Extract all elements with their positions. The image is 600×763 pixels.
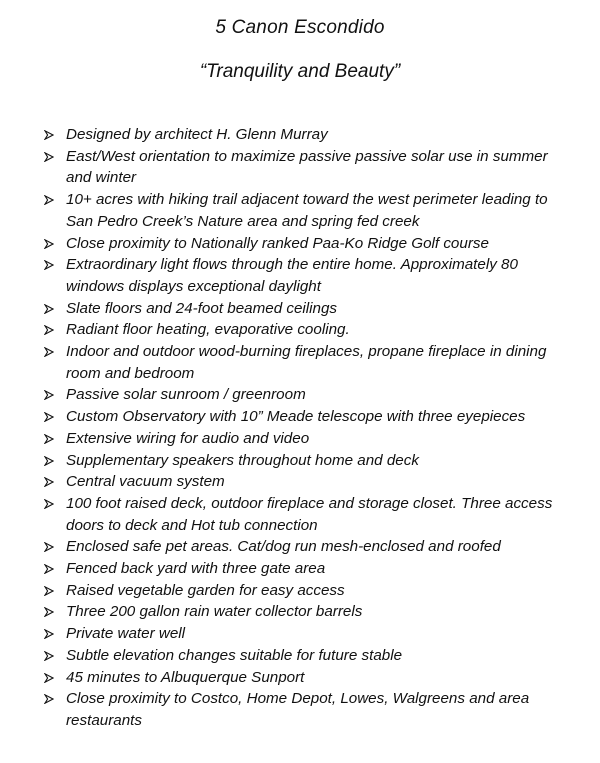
- arrowhead-bullet-icon: [44, 260, 54, 270]
- feature-text: Indoor and outdoor wood-burning fireplaces, propane fireplace in dining room and bedroom: [66, 343, 547, 382]
- arrowhead-bullet-icon: [44, 130, 54, 140]
- feature-text: Enclosed safe pet areas. Cat/dog run mesh-enclosed and roofed: [66, 538, 501, 556]
- arrowhead-bullet-icon: [44, 152, 54, 162]
- arrowhead-bullet-icon: [44, 629, 54, 639]
- arrowhead-bullet-icon: [44, 586, 54, 596]
- feature-text: Designed by architect H. Glenn Murray: [66, 126, 328, 143]
- feature-item: [44, 341, 574, 384]
- arrowhead-bullet-icon: [44, 477, 54, 487]
- feature-text: Subtle elevation changes suitable for future stable: [66, 646, 403, 664]
- arrowhead-bullet-icon: [44, 651, 54, 661]
- feature-text: Extraordinary light flows through the entire home. Approximately 80 windows displays exceptional daylight: [66, 256, 518, 295]
- feature-item: [44, 146, 574, 189]
- feature-text: Close proximity to Nationally ranked Paa-Ko Ridge Golf course: [66, 234, 489, 252]
- arrowhead-bullet-icon: [44, 304, 54, 314]
- feature-item: [44, 124, 574, 146]
- feature-item: [44, 406, 574, 428]
- feature-text: Fenced back yard with three gate area: [66, 560, 326, 578]
- feature-item: [44, 536, 574, 558]
- arrowhead-bullet-icon: [44, 564, 54, 574]
- arrowhead-bullet-icon: [44, 412, 54, 422]
- feature-text: Three 200 gallon rain water collector barrels: [66, 603, 363, 621]
- feature-item: [44, 580, 574, 602]
- feature-item: [44, 298, 574, 320]
- arrowhead-bullet-icon: [44, 239, 54, 249]
- feature-text: Custom Observatory with 10” Meade telescope with three eyepieces: [66, 408, 526, 426]
- feature-item: [44, 319, 574, 341]
- feature-text: Central vacuum system: [66, 473, 225, 491]
- feature-item: [44, 254, 574, 297]
- arrowhead-bullet-icon: [44, 347, 54, 357]
- feature-item: [44, 645, 574, 667]
- feature-item: [44, 384, 574, 406]
- arrowhead-bullet-icon: [44, 499, 54, 509]
- feature-text: Private water well: [66, 625, 186, 643]
- feature-item: [44, 688, 574, 731]
- arrowhead-bullet-icon: [44, 325, 54, 335]
- arrowhead-bullet-icon: [44, 456, 54, 466]
- feature-text: 45 minutes to Albuquerque Sunport: [66, 668, 305, 686]
- feature-item: [44, 471, 574, 493]
- feature-text: 100 foot raised deck, outdoor fireplace and storage closet. Three access doors to deck and Hot tub connection: [66, 494, 553, 534]
- feature-item: [44, 428, 574, 450]
- feature-item: [44, 450, 574, 472]
- arrowhead-bullet-icon: [44, 390, 54, 400]
- feature-text: Close proximity to Costco, Home Depot, Lowes, Walgreens and area restaurants: [66, 690, 530, 729]
- feature-list: [44, 124, 574, 732]
- feature-text: Raised vegetable garden for easy access: [66, 581, 345, 599]
- arrowhead-bullet-icon: [44, 542, 54, 552]
- arrowhead-bullet-icon: [44, 434, 54, 444]
- arrowhead-bullet-icon: [44, 195, 54, 205]
- feature-text: East/West orientation to maximize passive passive solar use in summer and winter: [66, 147, 548, 187]
- feature-text: Extensive wiring for audio and video: [66, 429, 310, 447]
- feature-item: [44, 493, 574, 536]
- feature-text: Slate floors and 24-foot beamed ceilings: [66, 299, 338, 317]
- feature-item: [44, 667, 574, 689]
- arrowhead-bullet-icon: [44, 673, 54, 683]
- feature-text: Passive solar sunroom / greenroom: [66, 386, 306, 404]
- page-title: 5 Canon Escondido: [215, 17, 385, 38]
- feature-item: [44, 601, 574, 623]
- feature-item: [44, 558, 574, 580]
- feature-item: [44, 189, 574, 232]
- page-subtitle: “Tranquility and Beauty”: [199, 61, 401, 82]
- feature-item: [44, 233, 574, 255]
- feature-text: Supplementary speakers throughout home and deck: [66, 451, 419, 469]
- feature-text: Radiant floor heating, evaporative cooling.: [66, 321, 350, 339]
- feature-text: 10+ acres with hiking trail adjacent toward the west perimeter leading to San Pedro Creek’s Nature area and spring fed creek: [66, 191, 548, 230]
- arrowhead-bullet-icon: [44, 607, 54, 617]
- arrowhead-bullet-icon: [44, 694, 54, 704]
- feature-item: [44, 623, 574, 645]
